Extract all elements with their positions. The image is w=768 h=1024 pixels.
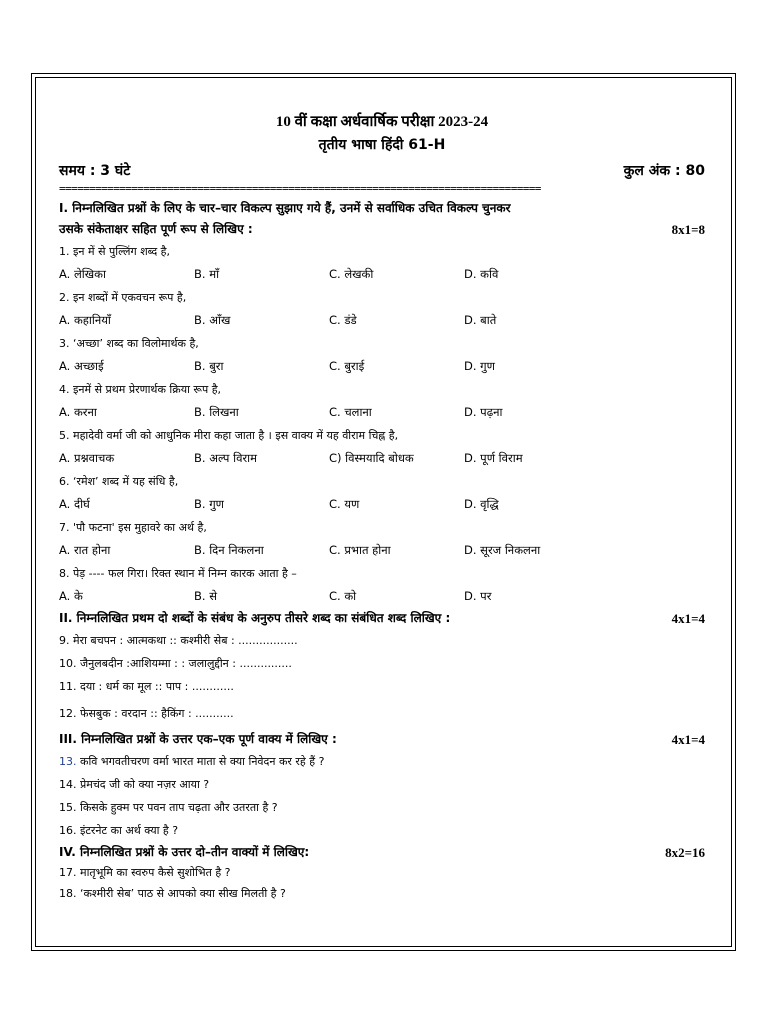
option: D. पढ़ना xyxy=(464,405,503,419)
question-text: 2. इन शब्दों में एकवचन रूप है, xyxy=(59,291,187,304)
question-text: 8. पेड़ ---- फल गिरा। रिक्त स्थान में निम्न कारक आता है – xyxy=(59,567,297,580)
option: A. के xyxy=(59,589,83,603)
section-2-question: 10. जैनुलबदीन :आशियम्मा : : जलालुद्दीन : ............... xyxy=(59,657,292,670)
section-1-question xyxy=(59,332,705,378)
exam-title: 10 वीं कक्षा अर्धवार्षिक परीक्षा 2023-24 xyxy=(275,114,489,130)
option: B. गुण xyxy=(194,497,224,511)
option: A. अच्छाई xyxy=(59,359,104,373)
exam-paper xyxy=(59,112,705,905)
question-text: 4. इनमें से प्रथम प्रेरणार्थक क्रिया रूप है, xyxy=(59,383,222,396)
section-1-heading-cont: उसके संकेताक्षर सहित पूर्ण रूप से लिखिए : xyxy=(59,222,253,236)
option: D. बाते xyxy=(464,313,497,327)
section-4-question: 17. मातृभूमि का स्वरुप कैसे सुशोभित है ? xyxy=(59,866,231,879)
option: A. प्रश्नवाचक xyxy=(59,451,115,465)
option: B. लिखना xyxy=(194,405,239,419)
option: B. बुरा xyxy=(194,359,224,373)
question-options xyxy=(59,263,705,286)
option: A. दीर्घ xyxy=(59,497,90,511)
question-13-text: कवि भगवतीचरण वर्मा भारत माता से क्या निवेदन कर रहे हैं ? xyxy=(76,755,325,768)
section-4-question: 18. ‘कश्मीरी सेब’ पाठ से आपको क्या सीख मिलती है ? xyxy=(59,887,286,900)
section-4-marks: 8x2=16 xyxy=(665,845,705,860)
option: A. रात होना xyxy=(59,543,111,557)
option: B. से xyxy=(194,589,217,603)
section-1-heading: I. निम्नलिखित प्रश्नों के लिए के चार–चार विकल्प सुझाए गये हैं, उनमें से सर्वाधिक उचित विकल्प चुनकर xyxy=(59,201,511,215)
question-text: 3. ‘अच्छा’ शब्द का विलोमार्थक है, xyxy=(59,337,199,350)
exam-meta xyxy=(59,161,705,181)
question-text: 1. इन में से पुल्लिंग शब्द है, xyxy=(59,245,171,258)
section-2-question: 11. दया : धर्म का मूल :: पाप : ............ xyxy=(59,680,234,693)
option: C. बुराई xyxy=(329,359,365,373)
question-options xyxy=(59,355,705,378)
question-13-number: 13. xyxy=(59,755,77,768)
section-4-heading: IV. निम्नलिखित प्रश्नों के उत्तर दो–तीन वाक्यों में लिखिए: xyxy=(59,845,310,859)
option: B. दिन निकलना xyxy=(194,543,264,557)
option: C. को xyxy=(329,589,357,603)
option: D. पूर्ण विराम xyxy=(464,451,523,465)
option: B. आँख xyxy=(194,313,231,327)
option: C) विस्मयादि बोधक xyxy=(329,451,414,465)
section-1-marks: 8x1=8 xyxy=(671,222,705,237)
option: D. गुण xyxy=(464,359,495,373)
option: A. कहानियाँ xyxy=(59,313,111,327)
section-1-question xyxy=(59,286,705,332)
section-2-heading: II. निम्नलिखित प्रथम दो शब्दों के संबंध के अनुरुप तीसरे शब्द का संबंधित शब्द लिखिए : xyxy=(59,611,451,625)
section-2-question: 12. फेसबुक : वरदान :: हैकिंग : ........... xyxy=(59,707,234,720)
option: D. पर xyxy=(464,589,492,603)
section-3-heading-row xyxy=(59,729,705,750)
exam-time: समय : 3 घंटे xyxy=(59,163,131,179)
option: C. लेखकी xyxy=(329,267,374,281)
question-text: 7. 'पौ फटना' इस मुहावरे का अर्थ है, xyxy=(59,521,207,534)
option: B. अल्प विराम xyxy=(194,451,258,465)
section-3-heading: III. निम्नलिखित प्रश्नों के उत्तर एक–एक पूर्ण वाक्य में लिखिए : xyxy=(59,732,337,746)
section-3-marks: 4x1=4 xyxy=(671,732,705,747)
question-options xyxy=(59,447,705,470)
section-1-question xyxy=(59,378,705,424)
section-1-question xyxy=(59,516,705,562)
section-1-question xyxy=(59,470,705,516)
question-options xyxy=(59,539,705,562)
exam-subtitle: तृतीय भाषा हिंदी 61-H xyxy=(318,137,446,153)
question-options xyxy=(59,401,705,424)
question-text: 5. महादेवी वर्मा जी को आधुनिक मीरा कहा जाता है । इस वाक्य में यह वीराम चिह्न है, xyxy=(59,429,399,442)
question-options xyxy=(59,309,705,332)
question-text: 6. ‘रमेश’ शब्द में यह संधि है, xyxy=(59,475,179,488)
section-3-question: 16. इंटरनेट का अर्थ क्या है ? xyxy=(59,824,179,837)
option: D. सूरज निकलना xyxy=(464,543,541,557)
section-1-question xyxy=(59,562,705,608)
option: C. यण xyxy=(329,497,360,511)
section-3-question xyxy=(59,750,705,773)
separator-rule: ================================================================================ xyxy=(59,183,541,195)
section-3-question: 14. प्रेमचंद जी को क्या नज़र आया ? xyxy=(59,778,210,791)
option: A. लेखिका xyxy=(59,267,106,281)
section-1-heading-row xyxy=(59,219,705,240)
section-2-marks: 4x1=4 xyxy=(671,611,705,626)
option: D. वृद्धि xyxy=(464,497,499,511)
question-options xyxy=(59,585,705,608)
section-2-heading-row xyxy=(59,608,705,629)
exam-total-marks: कुल अंक : 80 xyxy=(623,163,705,179)
option: A. करना xyxy=(59,405,97,419)
section-3-question: 15. किसके हुक्म पर पवन ताप चढ़ता और उतरता है ? xyxy=(59,801,278,814)
option: D. कवि xyxy=(464,267,499,281)
option: B. माँ xyxy=(194,267,220,281)
section-1-question xyxy=(59,240,705,286)
section-1-question xyxy=(59,424,705,470)
option: C. डंडे xyxy=(329,313,357,327)
question-options xyxy=(59,493,705,516)
option: C. प्रभात होना xyxy=(329,543,391,557)
option: C. चलाना xyxy=(329,405,372,419)
section-2-question: 9. मेरा बचपन : आत्मकथा :: कश्मीरी सेब : ................. xyxy=(59,634,298,647)
section-4-heading-row xyxy=(59,842,705,863)
